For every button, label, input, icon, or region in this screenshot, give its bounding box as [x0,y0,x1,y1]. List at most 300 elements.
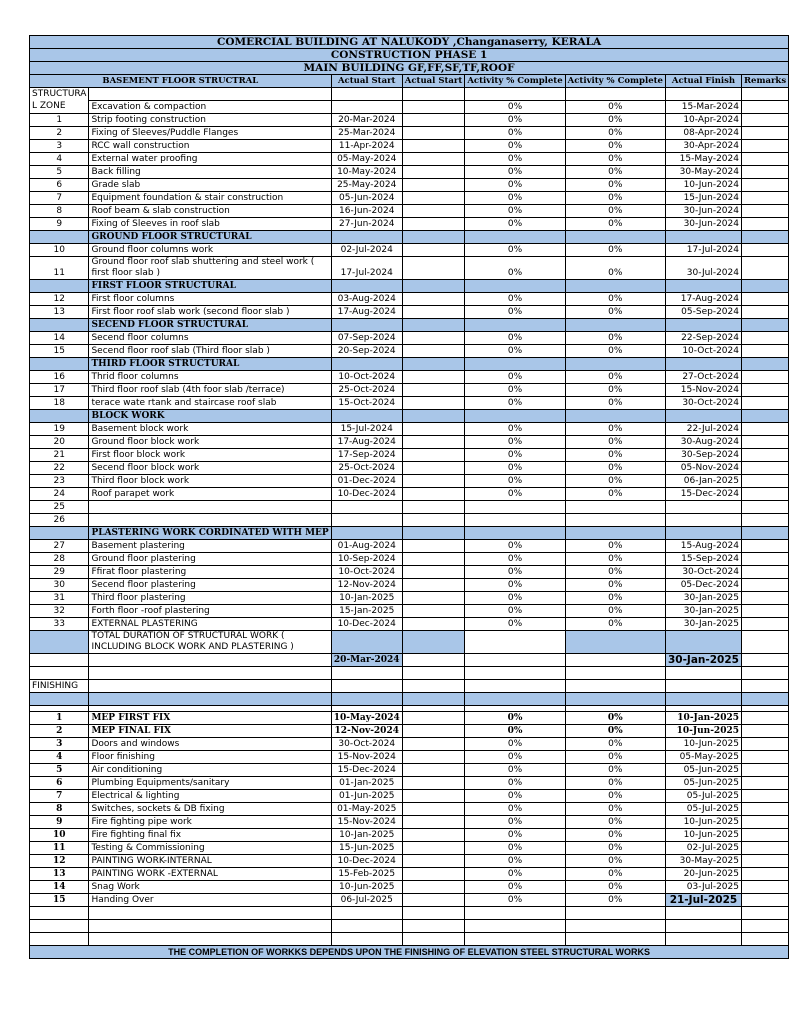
actual-start: 10-Dec-2024 [331,618,402,631]
activity-description: Air conditioning [89,764,331,777]
actual-start: 10-Oct-2024 [331,371,402,384]
actual-start: 01-Jan-2025 [331,777,402,790]
remarks [741,257,788,280]
row-number: 22 [30,462,89,475]
section-row [30,280,789,293]
row-number: 11 [30,842,89,855]
row-number: 1 [30,114,89,127]
row-number: 28 [30,553,89,566]
actual-start: 30-Oct-2024 [331,738,402,751]
empty-cell [741,920,788,933]
total-duration-label: TOTAL DURATION OF STRUCTURAL WORK ( INCLUDING BLOCK WORK AND PLASTERING ) [89,631,331,654]
actual-finish: 10-Jan-2025 [665,712,741,725]
activity-complete-2: 0% [565,842,665,855]
empty-cell [402,654,465,667]
actual-start: 17-Aug-2024 [331,306,402,319]
actual-finish: 15-May-2024 [665,153,741,166]
activity-complete: 0% [465,488,565,501]
remarks [741,140,788,153]
remarks [741,592,788,605]
row-number: 15 [30,345,89,358]
actual-finish: 10-Jun-2025 [665,725,741,738]
actual-finish: 05-May-2025 [665,751,741,764]
table-row [30,475,789,488]
row-number: 5 [30,764,89,777]
table-row [30,829,789,842]
activity-complete-2: 0% [565,605,665,618]
actual-start: 06-Jul-2025 [331,894,402,907]
actual-finish: 05-Jun-2025 [665,777,741,790]
empty-cell [331,933,402,946]
actual-finish: 30-May-2024 [665,166,741,179]
empty-cell [465,319,565,332]
activity-complete: 0% [465,579,565,592]
table-row [30,777,789,790]
activity-description: Fixing of Sleeves in roof slab [89,218,331,231]
activity-complete: 0% [465,751,565,764]
empty-cell [89,920,331,933]
empty-cell [565,410,665,423]
spacer-row [30,933,789,946]
actual-finish: 10-Jun-2024 [665,179,741,192]
row-number: 7 [30,790,89,803]
actual-start: 01-Aug-2024 [331,540,402,553]
activity-description: Plumbing Equipments/sanitary [89,777,331,790]
activity-complete: 0% [465,293,565,306]
activity-complete-2: 0% [565,166,665,179]
remarks [741,842,788,855]
actual-finish [665,501,741,514]
activity-description: RCC wall construction [89,140,331,153]
activity-complete [465,501,565,514]
activity-complete: 0% [465,218,565,231]
empty-cell [402,280,465,293]
table-row [30,751,789,764]
remarks [741,384,788,397]
remarks [741,127,788,140]
empty-cell [741,319,788,332]
finishing-label: FINISHING [30,680,89,693]
activity-complete: 0% [465,244,565,257]
activity-description: EXTERNAL PLASTERING [89,618,331,631]
remarks [741,540,788,553]
activity-description: Fire fighting final fix [89,829,331,842]
table-row [30,436,789,449]
actual-start-2 [402,371,465,384]
section-heading: PLASTERING WORK CORDINATED WITH MEP [89,527,331,540]
actual-finish: 05-Nov-2024 [665,462,741,475]
actual-start: 10-Dec-2024 [331,488,402,501]
remarks [741,101,788,114]
remarks [741,423,788,436]
table-row [30,101,789,114]
activity-description: Ground floor block work [89,436,331,449]
section-row [30,231,789,244]
actual-start-2 [402,244,465,257]
table-row [30,618,789,631]
actual-finish: 15-Aug-2024 [665,540,741,553]
actual-finish: 20-Jun-2025 [665,868,741,881]
activity-complete: 0% [465,101,565,114]
empty-cell [30,527,89,540]
actual-start-2 [402,397,465,410]
remarks [741,816,788,829]
actual-finish: 17-Aug-2024 [665,293,741,306]
empty-cell [89,907,331,920]
total-start: 20-Mar-2024 [331,654,402,667]
actual-finish: 30-Apr-2024 [665,140,741,153]
activity-complete: 0% [465,605,565,618]
empty-cell [30,358,89,371]
actual-start-2 [402,488,465,501]
total-label-row [30,631,789,654]
actual-start-2 [402,179,465,192]
activity-complete: 0% [465,790,565,803]
row-number: 6 [30,179,89,192]
table-row [30,244,789,257]
remarks [741,566,788,579]
remarks [741,738,788,751]
actual-start-2 [402,345,465,358]
actual-start: 17-Jul-2024 [331,257,402,280]
empty-cell [30,231,89,244]
actual-start-2 [402,725,465,738]
table-row [30,855,789,868]
actual-start: 17-Sep-2024 [331,449,402,462]
empty-cell [565,680,665,693]
actual-start: 20-Mar-2024 [331,114,402,127]
empty-cell [465,358,565,371]
activity-complete-2: 0% [565,579,665,592]
actual-start: 05-May-2024 [331,153,402,166]
remarks [741,166,788,179]
empty-cell [402,358,465,371]
activity-complete: 0% [465,397,565,410]
activity-description: Testing & Commissioning [89,842,331,855]
empty-cell [331,410,402,423]
actual-start-2 [402,218,465,231]
actual-start-2 [402,855,465,868]
remarks [741,462,788,475]
activity-description: Strip footing construction [89,114,331,127]
activity-complete: 0% [465,725,565,738]
activity-description: Handing Over [89,894,331,907]
actual-finish: 30-Oct-2024 [665,566,741,579]
actual-start-2 [402,842,465,855]
activity-complete: 0% [465,436,565,449]
empty-cell [565,319,665,332]
activity-description: First floor roof slab work (second floor slab ) [89,306,331,319]
empty-cell [665,693,741,706]
spacer-row [30,667,789,680]
actual-start: 17-Aug-2024 [331,436,402,449]
actual-start: 15-Jan-2025 [331,605,402,618]
empty-cell [741,358,788,371]
remarks [741,553,788,566]
remarks [741,855,788,868]
activity-complete: 0% [465,803,565,816]
table-row [30,166,789,179]
actual-start-2 [402,738,465,751]
actual-start: 15-Jun-2025 [331,842,402,855]
empty-cell [665,358,741,371]
empty-cell [331,631,402,654]
table-row [30,384,789,397]
row-number: 26 [30,514,89,527]
activity-description: Ground floor columns work [89,244,331,257]
activity-complete-2: 0% [565,803,665,816]
empty-cell [89,88,331,101]
total-dates-row [30,654,789,667]
activity-complete-2: 0% [565,777,665,790]
table-row [30,881,789,894]
activity-complete-2: 0% [565,855,665,868]
empty-cell [465,920,565,933]
actual-start: 20-Sep-2024 [331,345,402,358]
activity-complete-2: 0% [565,332,665,345]
empty-cell [402,680,465,693]
actual-start-2 [402,579,465,592]
table-row [30,553,789,566]
activity-complete: 0% [465,894,565,907]
remarks [741,501,788,514]
actual-start-2 [402,712,465,725]
actual-start: 15-Jul-2024 [331,423,402,436]
activity-description: Excavation & compaction [89,101,331,114]
remarks [741,397,788,410]
actual-start: 10-May-2024 [331,712,402,725]
empty-cell [665,667,741,680]
activity-complete: 0% [465,881,565,894]
remarks [741,205,788,218]
activity-complete: 0% [465,423,565,436]
header-activity-complete: Activity % Complete [465,75,565,88]
activity-complete-2: 0% [565,192,665,205]
activity-complete-2: 0% [565,436,665,449]
remarks [741,803,788,816]
header-section: BASEMENT FLOOR STRUCTRAL [30,75,332,88]
activity-complete: 0% [465,868,565,881]
table-row [30,725,789,738]
actual-finish: 27-Oct-2024 [665,371,741,384]
empty-cell [331,280,402,293]
actual-start: 10-Sep-2024 [331,553,402,566]
actual-start-2 [402,553,465,566]
actual-start-2 [402,777,465,790]
empty-cell [331,231,402,244]
zone-label: STRUCTURA L ZONE [30,88,89,114]
remarks [741,764,788,777]
empty-cell [331,907,402,920]
activity-description: Roof parapet work [89,488,331,501]
table-row [30,140,789,153]
actual-finish: 06-Jan-2025 [665,475,741,488]
actual-start-2 [402,306,465,319]
remarks [741,475,788,488]
remarks [741,345,788,358]
table-row [30,868,789,881]
empty-cell [741,231,788,244]
section-row [30,527,789,540]
actual-finish: 21-Jul-2025 [665,894,741,907]
activity-description: First floor block work [89,449,331,462]
table-row [30,397,789,410]
activity-complete: 0% [465,540,565,553]
actual-finish [665,514,741,527]
empty-cell [30,410,89,423]
activity-complete-2: 0% [565,114,665,127]
footer-note-row [30,946,789,959]
activity-complete: 0% [465,166,565,179]
row-number: 3 [30,738,89,751]
activity-description [89,501,331,514]
actual-start-2 [402,803,465,816]
actual-start-2 [402,881,465,894]
remarks [741,449,788,462]
activity-complete-2: 0% [565,829,665,842]
row-number: 33 [30,618,89,631]
actual-start: 10-May-2024 [331,166,402,179]
activity-complete: 0% [465,738,565,751]
row-number: 32 [30,605,89,618]
empty-cell [565,280,665,293]
activity-complete-2: 0% [565,462,665,475]
table-row [30,153,789,166]
empty-cell [331,319,402,332]
table-row [30,566,789,579]
actual-start: 25-Oct-2024 [331,384,402,397]
empty-cell [402,667,465,680]
table-row [30,842,789,855]
actual-finish: 30-May-2025 [665,855,741,868]
actual-start: 10-Dec-2024 [331,855,402,868]
actual-finish: 15-Jun-2024 [665,192,741,205]
activity-complete-2: 0% [565,306,665,319]
activity-complete-2: 0% [565,566,665,579]
activity-description: Ground floor plastering [89,553,331,566]
empty-cell [465,527,565,540]
activity-complete-2: 0% [565,293,665,306]
empty-cell [402,920,465,933]
actual-start-2 [402,894,465,907]
activity-description: Ffirat floor plastering [89,566,331,579]
activity-description: PAINTING WORK -EXTERNAL [89,868,331,881]
activity-complete-2: 0% [565,738,665,751]
actual-start-2 [402,829,465,842]
row-number: 1 [30,712,89,725]
actual-start: 10-Oct-2024 [331,566,402,579]
actual-start-2 [402,751,465,764]
header-row [30,75,789,88]
header-actual-start-2: Actual Start [402,75,465,88]
remarks [741,306,788,319]
activity-complete-2: 0% [565,179,665,192]
activity-description: Electrical & lighting [89,790,331,803]
row-number: 10 [30,244,89,257]
empty-cell [331,693,402,706]
remarks [741,881,788,894]
empty-cell [665,231,741,244]
actual-finish: 17-Jul-2024 [665,244,741,257]
empty-cell [89,667,331,680]
actual-finish: 30-Jul-2024 [665,257,741,280]
actual-start: 25-Mar-2024 [331,127,402,140]
remarks [741,751,788,764]
actual-finish: 05-Sep-2024 [665,306,741,319]
activity-description: Doors and windows [89,738,331,751]
remarks [741,790,788,803]
activity-description: Third floor plastering [89,592,331,605]
row-number: 20 [30,436,89,449]
activity-complete-2: 0% [565,712,665,725]
actual-finish: 05-Jul-2025 [665,803,741,816]
actual-start: 27-Jun-2024 [331,218,402,231]
actual-start-2 [402,475,465,488]
row-number: 24 [30,488,89,501]
actual-finish: 30-Jun-2024 [665,218,741,231]
empty-cell [565,667,665,680]
remarks [741,894,788,907]
activity-complete-2: 0% [565,205,665,218]
activity-complete-2: 0% [565,127,665,140]
remarks [741,618,788,631]
activity-complete: 0% [465,192,565,205]
actual-finish: 30-Jan-2025 [665,618,741,631]
remarks [741,436,788,449]
activity-complete [465,514,565,527]
activity-complete-2: 0% [565,751,665,764]
empty-cell [402,693,465,706]
activity-complete: 0% [465,462,565,475]
actual-start-2 [402,114,465,127]
empty-cell [741,680,788,693]
empty-cell [331,680,402,693]
row-number: 11 [30,257,89,280]
actual-start-2 [402,166,465,179]
activity-description: Thrid floor columns [89,371,331,384]
empty-cell [465,667,565,680]
actual-start-2 [402,566,465,579]
actual-start: 03-Aug-2024 [331,293,402,306]
actual-finish: 30-Oct-2024 [665,397,741,410]
row-number: 7 [30,192,89,205]
actual-finish: 05-Jun-2025 [665,764,741,777]
row-number: 17 [30,384,89,397]
activity-complete: 0% [465,345,565,358]
activity-complete: 0% [465,829,565,842]
activity-description: Secend floor block work [89,462,331,475]
activity-description: Back filling [89,166,331,179]
actual-start: 01-Dec-2024 [331,475,402,488]
activity-description: Fixing of Sleeves/Puddle Flanges [89,127,331,140]
row-number: 29 [30,566,89,579]
actual-start [331,101,402,114]
row-number: 30 [30,579,89,592]
actual-start-2 [402,790,465,803]
table-row [30,764,789,777]
empty-cell [465,933,565,946]
section-heading: SECEND FLOOR STRUCTURAL [89,319,331,332]
row-number: 3 [30,140,89,153]
table-row [30,257,789,280]
actual-finish: 30-Sep-2024 [665,449,741,462]
actual-start: 15-Nov-2024 [331,816,402,829]
row-number: 25 [30,501,89,514]
table-row [30,371,789,384]
section-heading: FIRST FLOOR STRUCTURAL [89,280,331,293]
empty-cell [331,667,402,680]
activity-description: Secend floor columns [89,332,331,345]
